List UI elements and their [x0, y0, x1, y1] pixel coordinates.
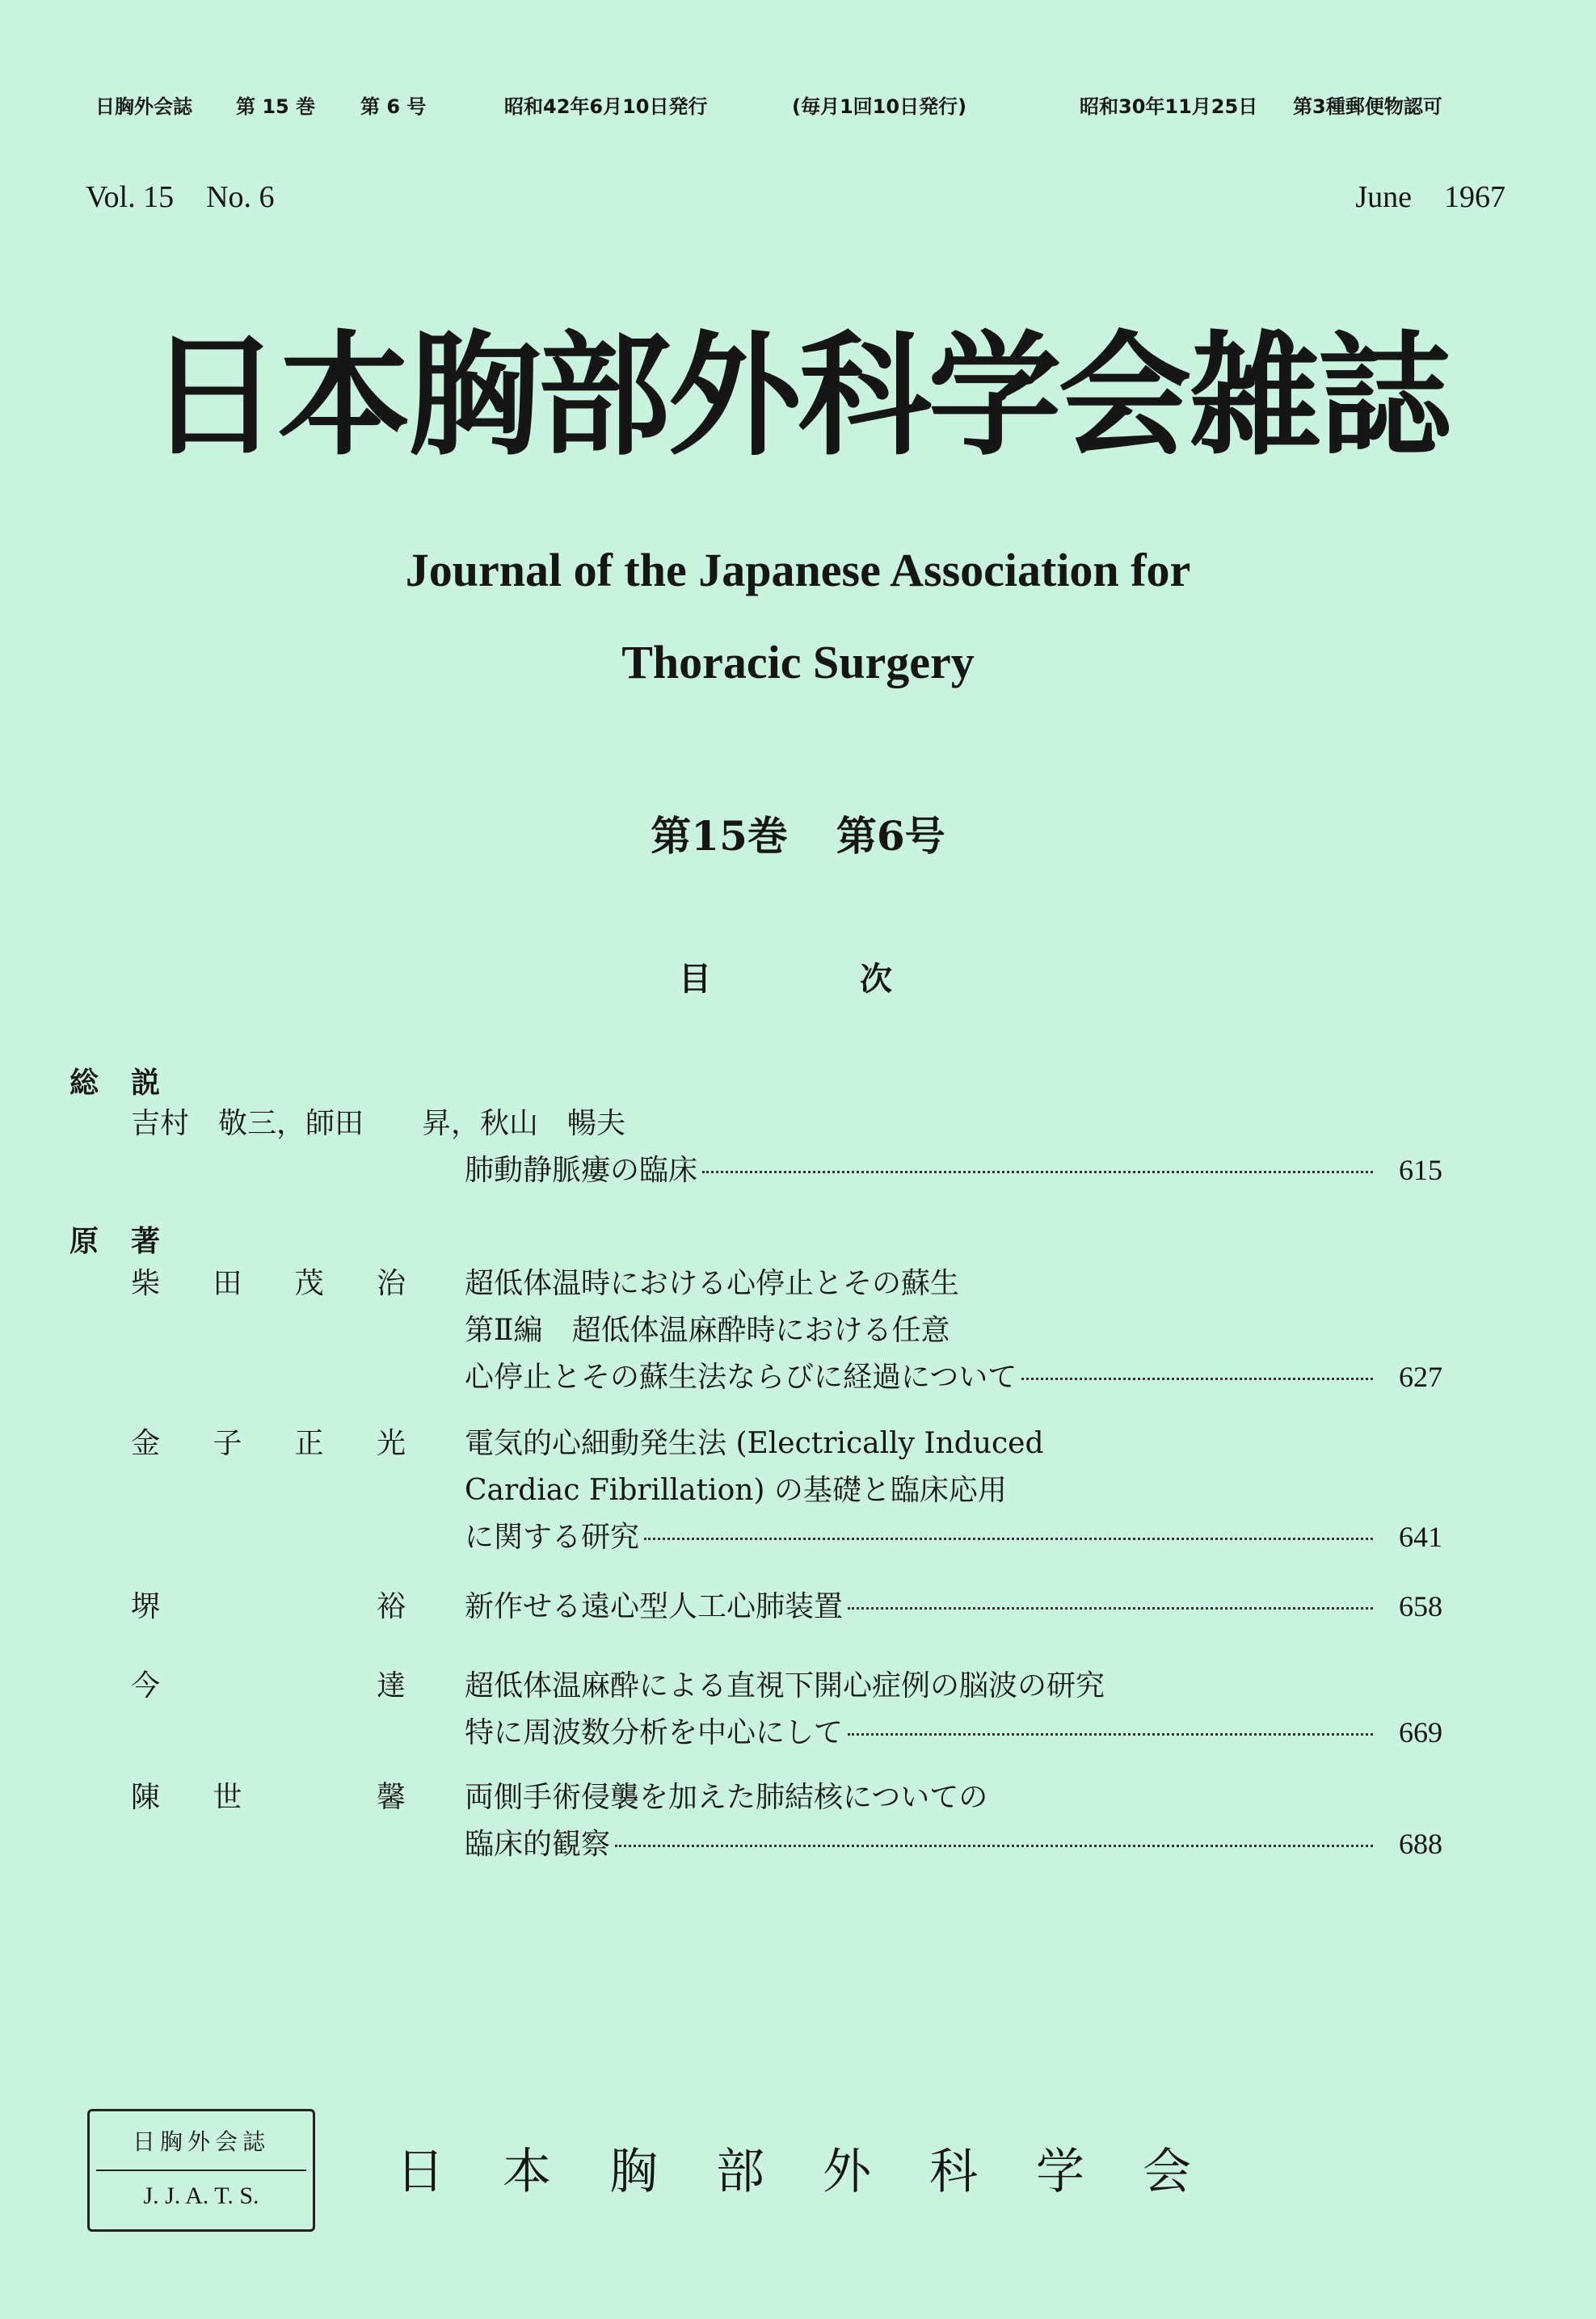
toc-entry-title-line: 第Ⅱ編 超低体温麻酔時における任意	[465, 1314, 950, 1347]
dot-leader	[615, 1845, 1373, 1847]
issue-volume: 第15巻	[651, 812, 788, 860]
dot-leader	[702, 1171, 1373, 1173]
journal-title-english-line1: Journal of the Japanese Association for	[405, 544, 1191, 596]
author-character: 子	[213, 1427, 242, 1460]
toc-page-number: 688	[1399, 1828, 1442, 1860]
author-character: 馨	[376, 1781, 406, 1814]
toc-heading-left: 目	[679, 961, 711, 998]
toc-page-number: 641	[1399, 1521, 1442, 1553]
author-character: 治	[376, 1267, 406, 1300]
dot-leader	[848, 1733, 1373, 1736]
toc-entry-title-text: 心停止とその蘇生法ならびに経過について	[465, 1361, 1017, 1394]
masthead-number: 第 6 号	[360, 95, 427, 118]
toc-entry-title-line: 超低体温時における心停止とその蘇生	[465, 1267, 960, 1300]
issue-number: No. 6	[206, 180, 275, 214]
toc-entry-title-line: 両側手術侵襲を加えた肺結核についての	[465, 1781, 988, 1814]
author-character: 金	[131, 1427, 161, 1460]
toc-entry-author	[131, 1261, 406, 1302]
author-character	[295, 1584, 324, 1625]
author-character: 裕	[376, 1590, 406, 1623]
author-character: 正	[294, 1427, 324, 1460]
toc-page-number: 658	[1399, 1590, 1442, 1622]
toc-page-number: 627	[1399, 1361, 1442, 1393]
toc-entry-title-last	[465, 1710, 1442, 1751]
publisher-name: 日本胸部外科学会	[396, 2144, 1249, 2200]
journal-title-english-line2: Thoracic Surgery	[621, 636, 975, 688]
masthead-volume: 第 15 巻	[236, 95, 316, 118]
dot-leader	[1021, 1378, 1373, 1380]
toc-entry-title-last	[465, 1147, 1442, 1189]
toc-entry-title-line: 超低体温麻酔による直視下開心症例の脳波の研究	[465, 1669, 1105, 1702]
author-character	[213, 1584, 242, 1625]
author-character: 今	[131, 1669, 161, 1702]
author-character: 光	[376, 1427, 406, 1460]
stamp-english: J. J. A. T. S.	[143, 2182, 259, 2209]
toc-entry-authors: 吉村 敬三，師田 昇，秋山 暢夫	[131, 1107, 626, 1140]
author-character: 茂	[294, 1267, 324, 1300]
toc-entry-title-text: 肺動静脈瘻の臨床	[465, 1154, 698, 1187]
toc-entry-title-last	[465, 1584, 1442, 1625]
issue-heading	[0, 804, 1596, 862]
toc-entry-title-text: に関する研究	[465, 1521, 640, 1554]
author-character: 達	[376, 1669, 406, 1702]
masthead-published: 昭和42年6月10日発行	[504, 95, 708, 118]
author-character: 堺	[131, 1590, 161, 1623]
author-character	[213, 1663, 242, 1704]
toc-entry-author	[131, 1774, 406, 1816]
toc-section-label: 総説	[69, 1067, 193, 1100]
toc-entry-title-line: 電気的心細動発生法 (Electrically Induced	[465, 1427, 1044, 1460]
masthead-abbr: 日胸外会誌	[95, 95, 192, 118]
toc-page-number: 669	[1399, 1716, 1442, 1749]
dot-leader	[644, 1538, 1373, 1540]
masthead-line	[0, 90, 1596, 123]
issue-month: June	[1355, 180, 1412, 214]
toc-entry-title-last	[465, 1514, 1442, 1555]
toc-entry-author	[131, 1420, 406, 1462]
author-character: 田	[213, 1267, 242, 1300]
author-character	[295, 1774, 324, 1816]
toc-entry-title-last	[465, 1821, 1442, 1862]
author-character: 世	[213, 1781, 242, 1814]
dot-leader	[848, 1607, 1373, 1610]
journal-title-japanese: 日本胸部外科学会雑誌	[147, 318, 1449, 473]
author-character	[295, 1663, 324, 1704]
toc-section-label: 原著	[69, 1225, 193, 1258]
issue-date	[1323, 179, 1505, 215]
stamp-japanese: 日胸外会誌	[132, 2128, 270, 2155]
issue-year: 1967	[1444, 180, 1505, 214]
toc-entry-title-last	[465, 1354, 1442, 1395]
toc-entry-author	[131, 1663, 406, 1704]
masthead-permit: 第3種郵便物認可	[1293, 95, 1442, 118]
toc-entry-title-text: 新作せる遠心型人工心肺装置	[465, 1590, 844, 1623]
author-character: 陳	[131, 1781, 161, 1814]
toc-entry-author	[131, 1584, 406, 1625]
toc-heading-right: 次	[860, 961, 892, 998]
author-character: 柴	[131, 1267, 161, 1300]
volume-line	[86, 179, 307, 215]
masthead-frequency: (毎月1回10日発行)	[792, 95, 967, 118]
masthead-permit-date: 昭和30年11月25日	[1080, 95, 1258, 118]
toc-page-number: 615	[1399, 1154, 1442, 1186]
toc-entry-title-line: Cardiac Fibrillation) の基礎と臨床応用	[465, 1474, 1007, 1507]
toc-entry-title-text: 特に周波数分析を中心にして	[465, 1716, 844, 1749]
volume-number: Vol. 15	[86, 180, 175, 214]
abbreviation-stamp	[87, 2109, 315, 2232]
issue-no: 第6号	[836, 812, 945, 860]
toc-entry-title-text: 臨床的観察	[465, 1828, 611, 1861]
stamp-divider	[96, 2170, 306, 2171]
